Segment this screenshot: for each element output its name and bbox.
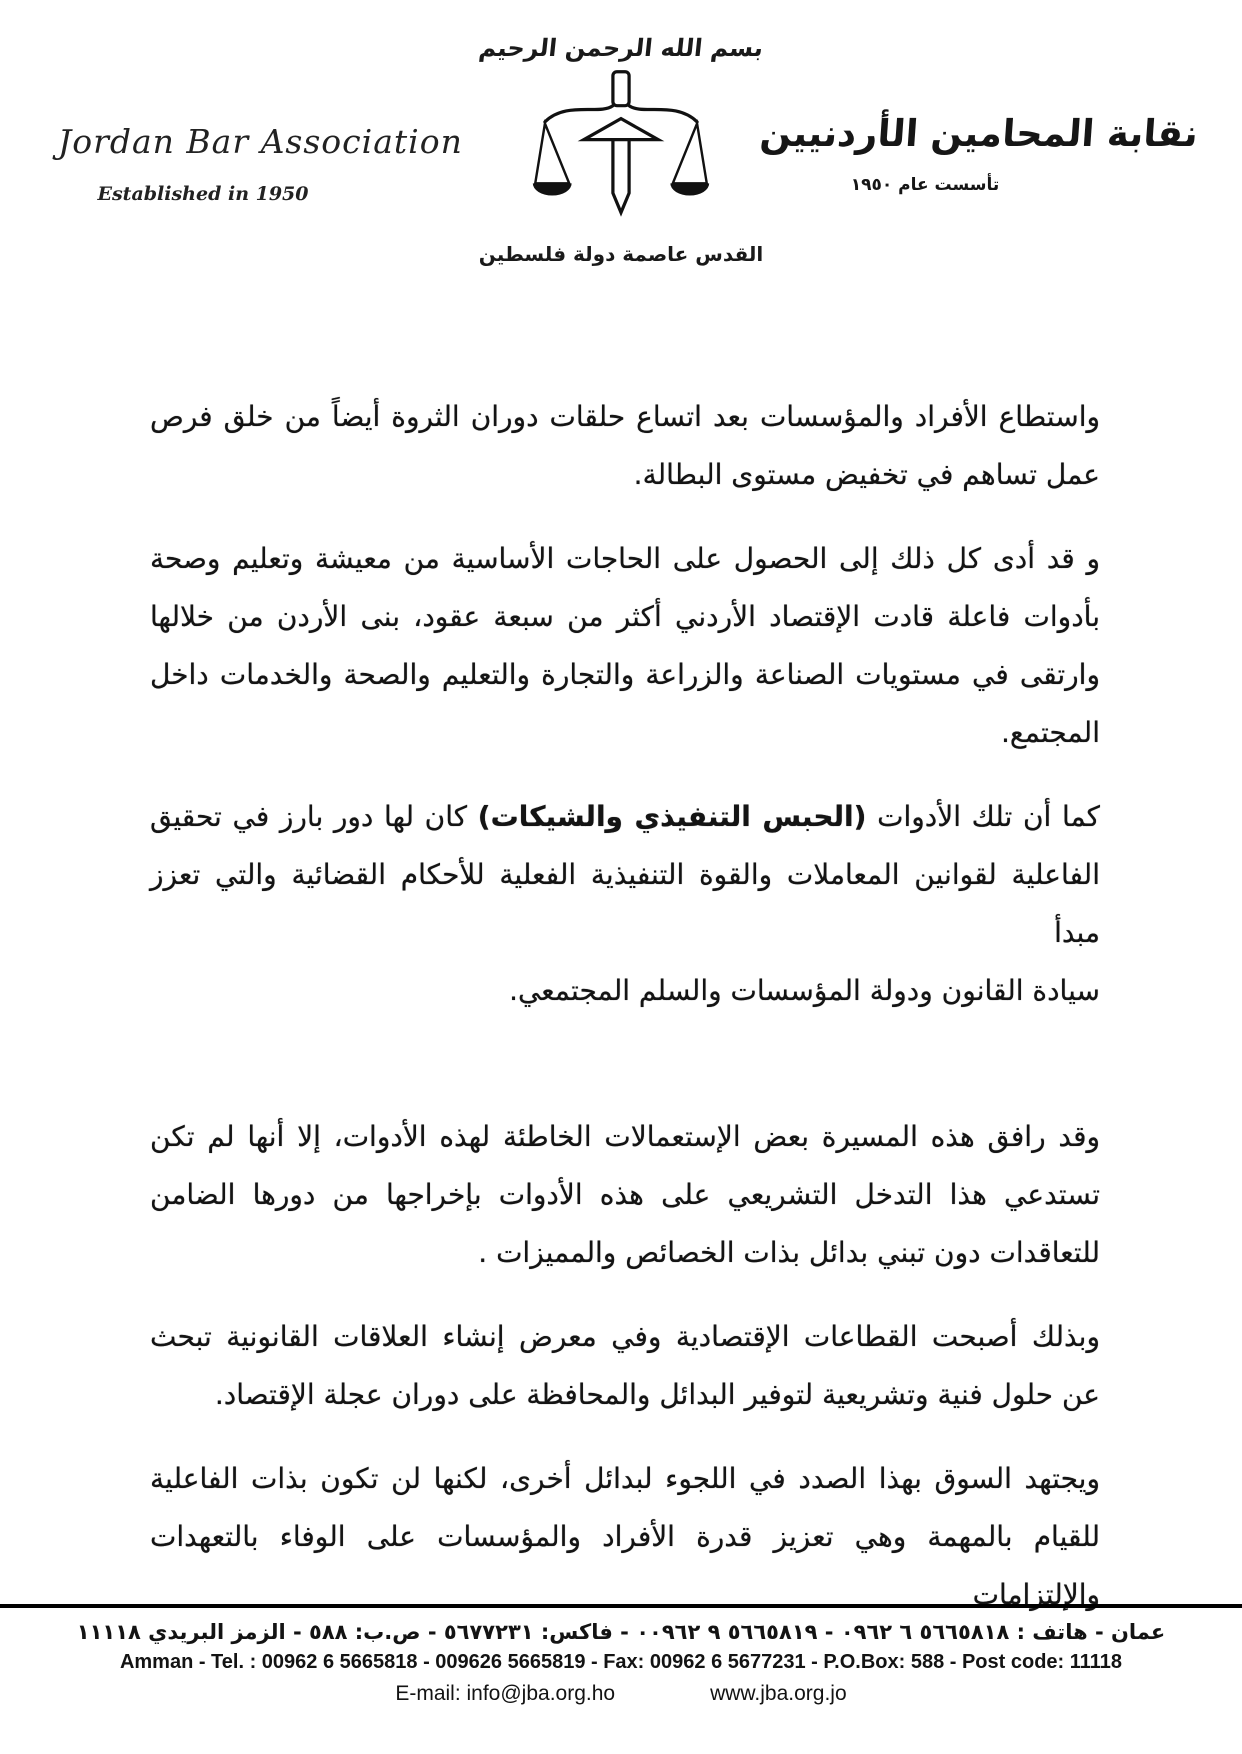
- body-line: واستطاع الأفراد والمؤسسات بعد اتساع حلقات دوران الثروة أيضاً من خلق فرص: [150, 400, 1100, 433]
- org-arabic-block: [758, 112, 1200, 195]
- body-line: الفاعلية لقوانين المعاملات والقوة التنفيذية الفعلية للأحكام القضائية والتي تعزز مبدأ: [150, 858, 1100, 949]
- paragraph-4: [150, 1108, 1100, 1282]
- website-address: www.jba.org.jo: [710, 1682, 847, 1705]
- bismillah-calligraphy: بسم الله الرحمن الرحيم: [477, 34, 765, 62]
- body-line: عن حلول فنية وتشريعية لتوفير البدائل والمحافظة على دوران عجلة الإقتصاد.: [214, 1378, 1100, 1411]
- body-line-segment: كان لها دور بارز في تحقيق: [150, 800, 478, 833]
- body-line: بأدوات فاعلة قادت الإقتصاد الأردني أكثر من سبعة عقود، بنى الأردن من خلالها: [150, 600, 1100, 633]
- body-line: تستدعي هذا التدخل التشريعي على هذه الأدوات بإخراجها من دورها الضامن: [150, 1178, 1100, 1211]
- body-line: وبذلك أصبحت القطاعات الإقتصادية وفي معرض إنشاء العلاقات القانونية تبحث: [150, 1320, 1100, 1353]
- paragraph-5: [150, 1308, 1100, 1424]
- email-address: E-mail: info@jba.org.ho: [395, 1682, 616, 1705]
- established-arabic: تأسست عام ١٩٥٠: [850, 175, 1000, 195]
- body-line: ويجتهد السوق بهذا الصدد في اللجوء لبدائل أخرى، لكنها لن تكون بذات الفاعلية: [150, 1462, 1100, 1495]
- body-line: [150, 788, 1100, 846]
- contact-line-arabic: عمان - هاتف : ٥٦٦٥٨١٨ ٦ ٠٩٦٢ - ٥٦٦٥٨١٩ ٩ ٠٠٩٦٢ - فاكس: ٥٦٧٧٢٣١ - ص.ب: ٥٨٨ - الزمز البريدي ١١١١٨: [76, 1620, 1166, 1644]
- letterhead-center-block: [441, 34, 801, 266]
- letterhead-footer: [0, 1604, 1242, 1754]
- letter-body: [150, 388, 1100, 1650]
- letterhead: [0, 0, 1242, 300]
- org-name-arabic: نقابة المحامين الأردنيين: [758, 112, 1200, 155]
- org-english-block: [58, 122, 463, 205]
- body-line: للقيام بالمهمة وهي تعزيز قدرة الأفراد والمؤسسات على الوفاء بالتعهدات والإلتزامات: [150, 1520, 1100, 1611]
- paragraph-1: [150, 388, 1100, 504]
- contact-line-english: Amman - Tel. : 00962 6 5665818 - 009626 5665819 - Fax: 00962 6 5677231 - P.O.Box: 588 - Post code: 11118: [119, 1651, 1123, 1673]
- body-line: عمل تساهم في تخفيض مستوى البطالة.: [633, 458, 1100, 491]
- body-line: للتعاقدات دون تبني بدائل بذات الخصائص والمميزات .: [478, 1236, 1100, 1269]
- body-line-segment: كما أن تلك الأدوات: [866, 800, 1101, 833]
- body-line: و قد أدى كل ذلك إلى الحصول على الحاجات الأساسية من معيشة وتعليم وصحة: [150, 542, 1100, 575]
- body-line: المجتمع.: [1000, 716, 1100, 749]
- paragraph-6: [150, 1450, 1100, 1624]
- bold-phrase-executive-detention-and-cheques: (الحبس التنفيذي والشيكات): [477, 800, 867, 833]
- jerusalem-caption: القدس عاصمة دولة فلسطين: [478, 242, 764, 266]
- established-english: Established in 1950: [97, 183, 309, 205]
- paragraph-2: [150, 530, 1100, 762]
- body-line: سيادة القانون ودولة المؤسسات والسلم المجتمعي.: [509, 974, 1100, 1007]
- scales-of-justice-sword-icon: [532, 70, 710, 232]
- email-website-line: [0, 1682, 1242, 1706]
- org-name-english: Jordan Bar Association: [58, 122, 463, 161]
- paragraph-3: [150, 788, 1100, 1020]
- body-line: وقد رافق هذه المسيرة بعض الإستعمالات الخاطئة لهذه الأدوات، إلا أنها لم تكن: [150, 1120, 1100, 1153]
- body-line: وارتقى في مستويات الصناعة والزراعة والتجارة والتعليم والصحة والخدمات داخل: [150, 658, 1100, 691]
